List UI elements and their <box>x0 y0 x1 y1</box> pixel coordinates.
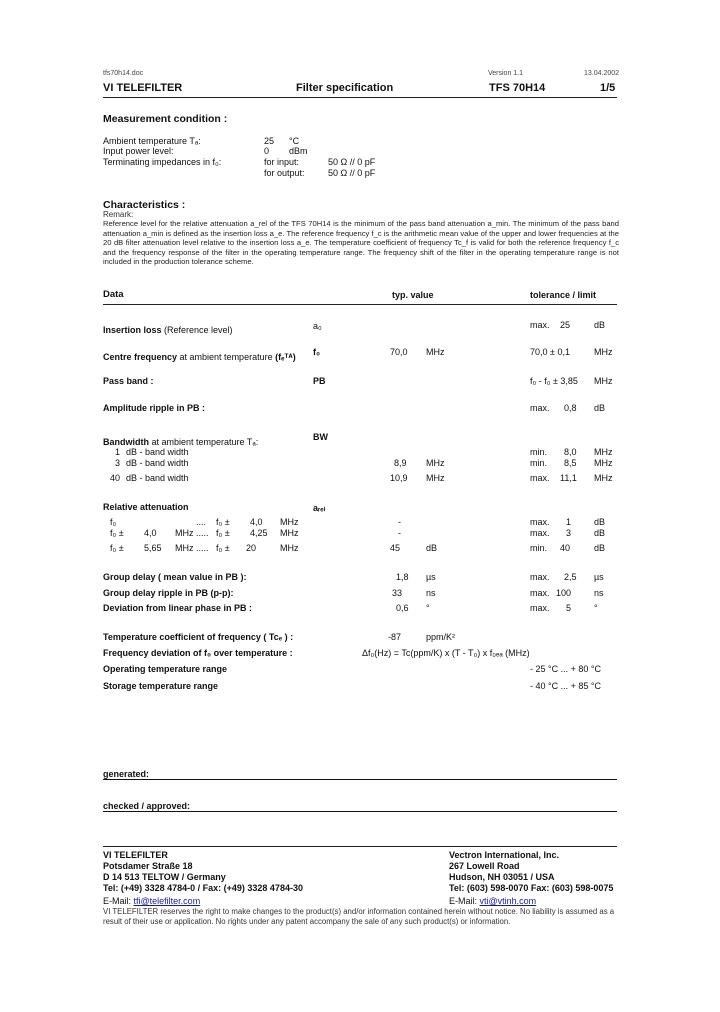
remark-label: Remark: <box>103 210 134 219</box>
meas-value: for input: <box>264 157 300 167</box>
typ-unit: dB <box>426 543 438 553</box>
typ-unit: ° <box>426 603 430 613</box>
meas-unit: dBm <box>289 146 308 156</box>
bw-db: 40 <box>109 473 120 483</box>
footer-right-email: E-Mail: vti@vtinh.com <box>449 896 537 906</box>
tolerance-value: 70,0 ± 0,1 <box>530 347 570 357</box>
footer-left-phone: Tel: (+49) 3328 4784-0 / Fax: (+49) 3328 4784-30 <box>103 883 303 893</box>
rel-to-value: 4,0 <box>250 517 263 527</box>
typ-unit: MHz <box>426 473 445 483</box>
typ-value: -87 <box>388 632 402 642</box>
typ-unit: MHz <box>426 347 445 357</box>
limit-value: 8,0 <box>564 447 577 457</box>
meas-value: 0 <box>264 146 270 156</box>
email-link-telefilter[interactable]: tfi@telefilter.com <box>133 896 201 906</box>
file-name: tfs70h14.doc <box>103 70 144 77</box>
limit-unit: dB <box>594 403 606 413</box>
rel-to-value: 20 <box>246 543 257 553</box>
rel-dots: MHz ..... <box>175 543 209 553</box>
bw-desc: dB - band width <box>126 447 189 457</box>
rel-dots: MHz ..... <box>175 528 209 538</box>
limit-type: max. <box>530 473 550 483</box>
centre-frequency-label: Centre frequency at ambient temperature (fₑᵀᴬ) <box>103 352 296 362</box>
limit-unit: dB <box>594 528 606 538</box>
characteristics-title: Characteristics : <box>103 199 186 211</box>
tolerance-unit: MHz <box>594 347 613 357</box>
group-delay-label: Group delay ( mean value in PB ): <box>103 572 247 582</box>
typ-unit: µs <box>426 572 436 582</box>
tolerance-value: f₀ - f₀ ± 3,85 <box>530 376 578 386</box>
col-data: Data <box>103 289 124 300</box>
footer-left-city: D 14 513 TELTOW / Germany <box>103 872 226 882</box>
rel-to-unit: MHz <box>280 543 299 553</box>
bandwidth-label: Bandwidth at ambient temperature Tₐ: <box>103 437 259 447</box>
relative-attenuation-label: Relative attenuation <box>103 502 189 512</box>
limit-value: 25 <box>560 320 571 330</box>
footer-right-street: 267 Lowell Road <box>449 861 520 871</box>
col-tolerance: tolerance / limit <box>530 290 597 300</box>
limit-type: min. <box>530 447 548 457</box>
frequency-deviation-formula: Δf₀(Hz) = Tc(ppm/K) x (T - T₀) x f₀ₑₐ (MHz) <box>362 648 530 658</box>
pass-band-symbol: PB <box>313 376 326 386</box>
limit-type: max. <box>530 517 550 527</box>
meas-unit: 50 Ω // 0 pF <box>328 168 376 178</box>
limit-value: 1 <box>566 517 572 527</box>
insertion-loss-symbol: a₀ <box>313 321 322 331</box>
bandwidth-symbol: BW <box>313 432 328 442</box>
typ-value: 45 <box>390 543 401 553</box>
limit-unit: ns <box>594 588 604 598</box>
footer-left-street: Potsdamer Straße 18 <box>103 861 193 871</box>
limit-unit: µs <box>594 572 604 582</box>
limit-unit: dB <box>594 543 606 553</box>
limit-type: max. <box>530 403 550 413</box>
rel-from: f₀ ± <box>110 543 124 553</box>
doc-type: Filter specification <box>296 82 394 94</box>
group-delay-ripple-label: Group delay ripple in PB (p-p): <box>103 588 234 598</box>
limit-type: max. <box>530 528 550 538</box>
typ-value: 10,9 <box>390 473 408 483</box>
limit-unit: MHz <box>594 447 613 457</box>
rel-to: f₀ ± <box>216 528 230 538</box>
email-link-vtinh[interactable]: vti@vtinh.com <box>479 896 537 906</box>
footer-rule <box>103 846 617 847</box>
rel-dots: .... <box>196 517 207 527</box>
limit-value: 5 <box>566 603 572 613</box>
limit-type: max. <box>530 320 550 330</box>
tolerance-unit: MHz <box>594 376 613 386</box>
rel-to: f₀ ± <box>216 517 230 527</box>
bw-desc: dB - band width <box>126 458 189 468</box>
footer-disclaimer: VI TELEFILTER reserves the right to make changes to the product(s) and/or information contained herein without notice. No liability is assumed as a result of their use or application. No rights under any patent accompany the sale of any such product(s) or information. <box>103 907 615 926</box>
limit-value: 8,5 <box>564 458 577 468</box>
limit-type: max. <box>530 588 550 598</box>
limit-unit: ° <box>594 603 598 613</box>
insertion-loss-label: Insertion loss (Reference level) <box>103 325 233 335</box>
storage-temp-range: - 40 °C ... + 85 °C <box>530 681 601 691</box>
typ-value: 70,0 <box>390 347 408 357</box>
typ-unit: MHz <box>426 458 445 468</box>
typ-unit: ns <box>426 588 436 598</box>
header-rule <box>103 97 617 98</box>
limit-unit: dB <box>594 320 606 330</box>
part-number: TFS 70H14 <box>489 82 546 94</box>
limit-value: 2,5 <box>564 572 577 582</box>
company-name: VI TELEFILTER <box>103 82 183 94</box>
typ-value: 1,8 <box>396 572 409 582</box>
meas-label: Input power level: <box>103 146 174 156</box>
phase-deviation-label: Deviation from linear phase in PB : <box>103 603 253 613</box>
generated-label: generated: <box>103 769 150 779</box>
rel-from-value: 5,65 <box>144 543 162 553</box>
footer-left-email: E-Mail: tfi@telefilter.com <box>103 896 201 906</box>
footer-right-phone: Tel: (603) 598-0070 Fax: (603) 598-0075 <box>449 883 614 893</box>
footer-left-company: VI TELEFILTER <box>103 850 168 860</box>
amplitude-ripple-label: Amplitude ripple in PB : <box>103 403 206 413</box>
rel-from: f₀ ± <box>110 528 124 538</box>
meas-unit: 50 Ω // 0 pF <box>328 157 376 167</box>
operating-temp-range: - 25 °C ... + 80 °C <box>530 664 601 674</box>
limit-unit: dB <box>594 517 606 527</box>
footer-right-company: Vectron International, Inc. <box>449 850 560 860</box>
storage-temp-label: Storage temperature range <box>103 681 219 691</box>
checked-approved-label: checked / approved: <box>103 801 191 811</box>
rel-to-unit: MHz <box>280 528 299 538</box>
limit-value: 0,8 <box>564 403 577 413</box>
version: Version 1.1 <box>488 70 524 77</box>
page-number: 1/5 <box>600 82 616 94</box>
generated-signature-line <box>103 779 617 780</box>
table-rule <box>103 304 617 305</box>
pass-band-label: Pass band : <box>103 376 154 386</box>
limit-type: max. <box>530 572 550 582</box>
rel-to: f₀ ± <box>216 543 230 553</box>
operating-temp-label: Operating temperature range <box>103 664 228 674</box>
meas-value: for output: <box>264 168 305 178</box>
limit-value: 11,1 <box>560 473 577 483</box>
frequency-deviation-label: Frequency deviation of f₀ over temperature : <box>103 648 293 658</box>
limit-value: 3 <box>566 528 572 538</box>
typ-value: 0,6 <box>396 603 409 613</box>
bw-desc: dB - band width <box>126 473 189 483</box>
typ-value: 33 <box>392 588 403 598</box>
limit-unit: MHz <box>594 473 613 483</box>
measurement-title: Measurement condition : <box>103 113 228 125</box>
limit-value: 100 <box>556 588 572 598</box>
rel-from: f₀ <box>110 517 117 527</box>
col-typ: typ. value <box>392 290 434 300</box>
rel-to-unit: MHz <box>280 517 299 527</box>
bw-db: 1 <box>114 447 120 457</box>
meas-label: Ambient temperature Tₐ: <box>103 136 201 146</box>
meas-unit: °C <box>289 136 300 146</box>
limit-type: max. <box>530 603 550 613</box>
limit-unit: MHz <box>594 458 613 468</box>
doc-date: 13.04.2002 <box>584 70 620 77</box>
centre-frequency-symbol: f₀ <box>313 347 321 357</box>
typ-value: - <box>398 528 401 538</box>
rel-from-value: 4,0 <box>144 528 157 538</box>
remark-text: Reference level for the relative attenuation a_rel of the TFS 70H14 is the minimum of the pass band attenuation a_min. The minimum of the pass band attenuation a_min is defined as the insertion loss a_e. The reference frequency f_c is the arithmetic mean value of the upper and lower frequencies at the 20 dB filter attenuation level relative to the insertion loss a_e. The temperature coefficient of frequency Tc_f is valid for both the reference frequency f_c and the frequency response of the filter in the operating temperature range. The frequency shift of the filter in the operating temperature range is not included in the production tolerance scheme. <box>103 219 619 267</box>
footer-right-city: Hudson, NH 03051 / USA <box>449 872 555 882</box>
limit-value: 40 <box>560 543 571 553</box>
relative-attenuation-symbol: aᵣₑₗ <box>313 503 326 513</box>
meas-value: 25 <box>264 136 275 146</box>
limit-type: min. <box>530 458 548 468</box>
meas-label: Terminating impedances in f₀: <box>103 157 222 167</box>
temp-coefficient-label: Temperature coefficient of frequency ( Tcₑ ) : <box>103 632 294 642</box>
limit-type: min. <box>530 543 548 553</box>
typ-unit: ppm/K² <box>426 632 456 642</box>
checked-signature-line <box>103 811 617 812</box>
rel-to-value: 4,25 <box>250 528 268 538</box>
typ-value: - <box>398 517 401 527</box>
typ-value: 8,9 <box>394 458 407 468</box>
bw-db: 3 <box>114 458 120 468</box>
